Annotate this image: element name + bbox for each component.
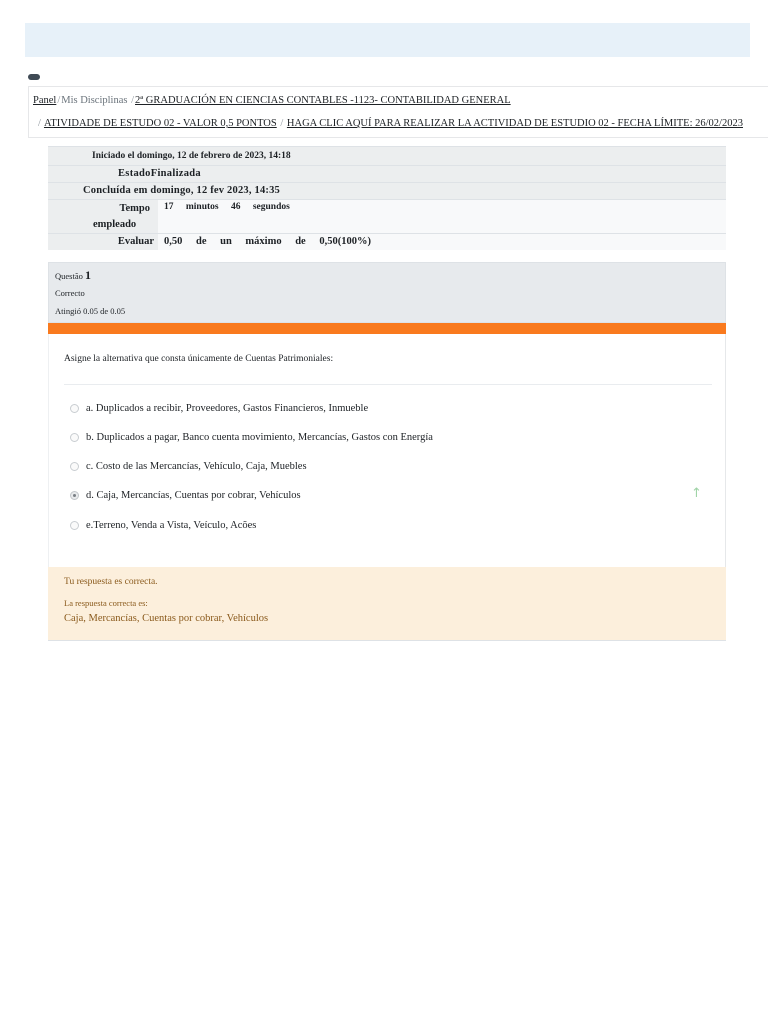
summary-row-state <box>48 166 726 183</box>
question-mark: Atingió 0.05 de 0.05 <box>55 306 126 316</box>
radio-button[interactable] <box>70 462 79 471</box>
breadcrumb-quiz-link[interactable]: HAGA CLIC AQUÍ PARA REALIZAR LA ACTIVIDAD DE ESTUDIO 02 - FECHA LÍMITE: 26/02/2023 <box>286 118 743 129</box>
top-banner <box>25 23 750 57</box>
breadcrumb-separator: / <box>38 118 41 129</box>
question-accent-bar <box>48 323 726 334</box>
attempt-summary-table <box>48 146 726 250</box>
answer-option-b[interactable] <box>70 432 433 443</box>
summary-time-label-b: empleado <box>93 219 137 230</box>
breadcrumb-course-link[interactable]: 2ª GRADUACIÓN EN CIENCIAS CONTABLES -1123- CONTABILIDAD GENERAL <box>135 95 511 106</box>
feedback-correct-answer: Caja, Mercancías, Cuentas por cobrar, Vehículos <box>64 613 269 624</box>
radio-button-selected[interactable] <box>70 491 79 500</box>
feedback-correct-label: La respuesta correcta es: <box>64 598 148 608</box>
question-state: Correcto <box>55 288 85 298</box>
summary-grade-value: 0,50 de un máximo de 0,50(100%) <box>164 236 371 247</box>
summary-row-grade <box>48 234 726 250</box>
summary-row-started <box>48 147 726 166</box>
summary-grade-label: Evaluar <box>48 234 158 250</box>
breadcrumb-separator: / <box>131 95 135 106</box>
breadcrumb-line-2 <box>37 118 743 129</box>
question-content <box>48 334 726 567</box>
summary-time-label-a: Tempo <box>119 203 150 214</box>
summary-completed: Concluída em domingo, 12 fev 2023, 14:35 <box>48 183 726 199</box>
divider <box>64 384 712 385</box>
answer-option-c[interactable] <box>70 461 307 472</box>
summary-row-time <box>48 200 726 234</box>
summary-time-label <box>48 200 158 233</box>
breadcrumb-activity-link[interactable]: ATIVIDADE DE ESTUDO 02 - VALOR 0,5 PONTOS <box>43 118 277 129</box>
summary-state: EstadoFinalizada <box>48 166 726 182</box>
answer-option-d[interactable] <box>70 490 301 501</box>
feedback-result: Tu respuesta es correcta. <box>64 577 158 587</box>
answer-label: c. Costo de las Mercancías, Vehículo, Caja, Muebles <box>86 461 307 472</box>
drawer-toggle-button[interactable] <box>28 74 40 80</box>
breadcrumb-separator: / <box>57 95 61 106</box>
breadcrumb-panel-link[interactable]: Panel <box>33 95 57 106</box>
summary-time-value: 17 minutos 46 segundos <box>164 202 290 212</box>
radio-button[interactable] <box>70 433 79 442</box>
scroll-up-icon[interactable]: ↑ <box>691 486 702 501</box>
breadcrumb <box>28 86 768 138</box>
summary-row-completed <box>48 183 726 200</box>
breadcrumb-my-courses: Mis Disciplinas <box>61 95 128 106</box>
radio-button[interactable] <box>70 521 79 530</box>
answer-label: d. Caja, Mercancías, Cuentas por cobrar, Vehículos <box>86 490 301 501</box>
question-number-value: 1 <box>84 268 91 282</box>
answer-label: b. Duplicados a pagar, Banco cuenta movimiento, Mercancías, Gastos con Energía <box>86 432 433 443</box>
answer-option-a[interactable] <box>70 403 368 414</box>
breadcrumb-separator: / <box>280 118 284 129</box>
answer-label: e.Terreno, Venda a Vista, Veículo, Acões <box>86 520 257 531</box>
question-label: Questão <box>55 271 83 281</box>
question-info-panel <box>48 262 726 323</box>
question-text: Asigne la alternativa que consta únicamente de Cuentas Patrimoniales: <box>64 354 334 364</box>
feedback-panel <box>48 567 726 641</box>
breadcrumb-line-1 <box>33 95 511 106</box>
radio-button[interactable] <box>70 404 79 413</box>
question-number <box>55 268 91 283</box>
answer-label: a. Duplicados a recibir, Proveedores, Gastos Financieros, Inmueble <box>86 403 369 414</box>
summary-started: Iniciado el domingo, 12 de febrero de 2023, 14:18 <box>48 147 726 165</box>
answer-option-e[interactable] <box>70 520 256 531</box>
